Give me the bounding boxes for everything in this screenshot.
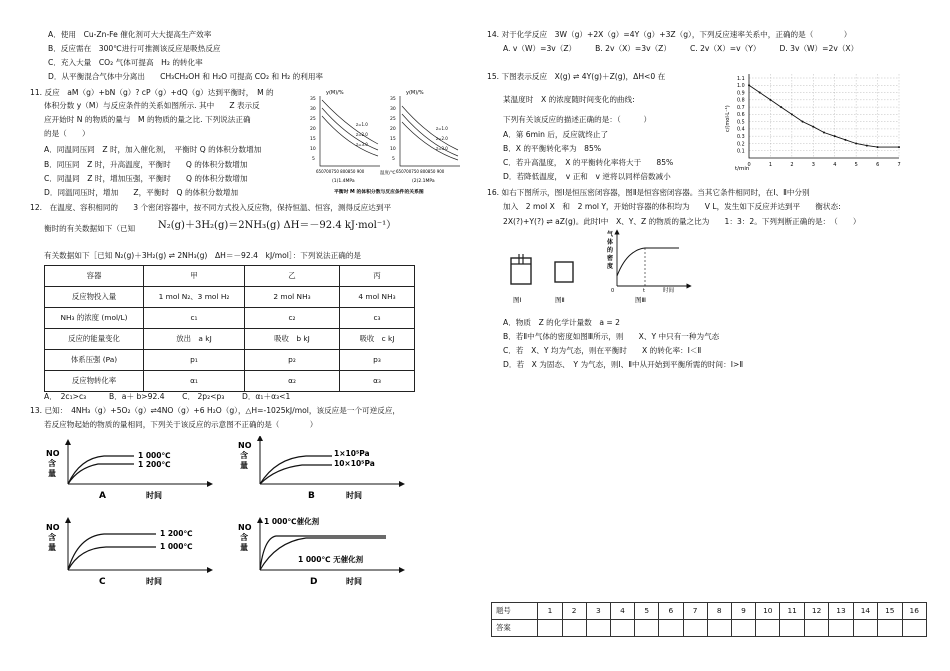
q15-curve (749, 85, 899, 147)
svg-text:30: 30 (310, 107, 316, 112)
q14-stem: 14. 对于化学反应 3W（g）+2X（g）=4Y（g）+3Z（g），下列反应速率关系中，正确的是（ ） (487, 30, 852, 39)
answer-cell[interactable] (683, 620, 707, 637)
q11-yticks-right (390, 96, 396, 162)
answer-cell[interactable] (804, 620, 828, 637)
svg-text:t: t (643, 288, 645, 294)
q11-curve-label: z=1.0 (436, 126, 448, 131)
q11-option-a: A．同温同压同 Z 时，加入催化剂， 平衡时 Q 的体积分数增加 (44, 145, 262, 154)
q15-xtick-label: 2 (790, 162, 794, 168)
svg-text:20: 20 (390, 127, 396, 132)
q15-ytick-label: 0.5 (737, 120, 745, 126)
q15-ytick-label: 1.0 (737, 84, 745, 90)
table-cell: c₁ (144, 308, 245, 329)
q15-xlabel: t/min (735, 166, 750, 172)
q15-ytick-label: 0.8 (737, 98, 745, 104)
q11-xticks-2: 650700750 800850 900 (396, 169, 445, 174)
table-cell: p₁ (144, 350, 245, 371)
svg-text:1 000℃ 无催化剂: 1 000℃ 无催化剂 (298, 555, 364, 564)
svg-text:1 000℃: 1 000℃ (160, 542, 193, 551)
svg-text:气: 气 (607, 231, 614, 238)
svg-text:NO: NO (238, 523, 252, 532)
answer-cell[interactable] (829, 620, 853, 637)
q16-option-d: D．若 X 为固态、 Y 为气态，则Ⅰ、Ⅱ中从开始到平衡所需的时间：Ⅰ>Ⅱ (503, 360, 744, 369)
q10-option-c: C．充入大量 CO₂ 气体可提高 H₂ 的转化率 (48, 58, 203, 67)
q12-stem-2: 衡时的有关数据如下（已知 (44, 224, 136, 233)
svg-text:NO: NO (238, 441, 252, 450)
svg-text:量: 量 (240, 461, 248, 470)
q11-yticks-left (310, 96, 316, 162)
table-row (45, 371, 415, 392)
svg-text:10: 10 (390, 147, 396, 152)
svg-text:时间: 时间 (346, 577, 362, 586)
q13-graph-c (46, 520, 210, 586)
density-figure-3 (607, 230, 689, 304)
svg-text:10×10⁵Pa: 10×10⁵Pa (334, 459, 375, 468)
q15-ytick-label: 0.9 (737, 91, 745, 97)
q15-option-a: A．第 6min 后，反应就终止了 (503, 130, 609, 139)
svg-text:5: 5 (312, 157, 315, 162)
q15-point (780, 106, 782, 108)
q16-option-c: C．若 X、Y 均为气态，则在平衡时 X 的转化率：Ⅰ＜Ⅱ (503, 346, 702, 355)
answer-number-cell: 12 (804, 603, 828, 620)
q11-ylabel-2: y(M)/% (406, 90, 424, 96)
svg-text:C: C (99, 577, 106, 586)
q11-stem-2: 体积分数 y（M）与反应条件的关系如图所示. 其中 Z 表示反 (44, 101, 260, 110)
svg-text:量: 量 (48, 543, 56, 552)
q15-xtick-label: 3 (811, 162, 815, 168)
table-cell: 反应物转化率 (45, 371, 144, 392)
q10-option-b: B．反应需在 300℃进行可推测该反应是吸热反应 (48, 44, 221, 53)
answer-cell[interactable] (853, 620, 877, 637)
svg-text:量: 量 (48, 469, 56, 478)
answer-number-cell: 5 (635, 603, 659, 620)
q11-curve-label: z=2.0 (356, 132, 368, 137)
q15-point (898, 146, 900, 148)
svg-text:25: 25 (390, 117, 396, 122)
answer-cell[interactable] (562, 620, 586, 637)
answer-number-cell: 7 (683, 603, 707, 620)
q12-formula: N₂(g)＋3H₂(g)＝2NH₃(g) ΔH＝－92.4 kJ·mol⁻¹） (158, 220, 397, 231)
svg-text:图Ⅱ: 图Ⅱ (555, 296, 565, 304)
q15-option-b: B．X 的平衡转化率为 85% (503, 144, 602, 153)
q15-xtick-label: 7 (897, 162, 901, 168)
svg-text:NO: NO (46, 449, 60, 458)
answer-cell[interactable] (878, 620, 902, 637)
q15-xtick-label: 6 (876, 162, 880, 168)
svg-text:含: 含 (48, 533, 56, 542)
table-cell: 吸收 b kJ (245, 329, 340, 350)
answer-number-cell: 10 (756, 603, 780, 620)
q15-xtick-label: 1 (768, 162, 773, 168)
q11-caption: 平衡时 M 的体积分数与反应条件的关系图 (334, 190, 424, 195)
q15-point (844, 139, 846, 141)
q11-stem-3: 应开始时 N 的物质的量与 M 的物质的量之比. 下列说法正确 (44, 115, 251, 124)
svg-text:20: 20 (310, 127, 316, 132)
svg-text:35: 35 (310, 97, 316, 102)
q15-option-d: D．若降低温度， v 正和 v 逆将以同样倍数减小 (503, 172, 671, 181)
q11-ylabel-1: y(M)/% (326, 90, 344, 96)
svg-text:35: 35 (390, 97, 396, 102)
q15-point (802, 121, 804, 123)
q11-curve-label: z=1.0 (356, 122, 368, 127)
table-row (45, 350, 415, 371)
svg-text:1 200℃: 1 200℃ (160, 529, 193, 538)
answer-sheet (491, 602, 927, 637)
q12-stem-3: 有关数据如下［已知 N₂(g)＋3H₂(g) ⇌ 2NH₃(g) ΔH＝－92.4 kJ/mol］：下列说法正确的是 (44, 251, 362, 260)
svg-text:A: A (99, 491, 106, 501)
q15-stem-3: 下列有关该反应的描述正确的是：（ ） (503, 115, 652, 124)
answer-cell[interactable] (902, 620, 927, 637)
answer-number-cell: 9 (731, 603, 755, 620)
answer-cell[interactable] (635, 620, 659, 637)
q13-stem-2: 若反应物起始的物质的量相同，下列关于该反应的示意图不正确的是（ ） (44, 420, 318, 429)
svg-text:时间: 时间 (146, 577, 162, 586)
svg-text:含: 含 (240, 451, 248, 460)
q11-option-b: B．同压同 Z 时，升高温度，平衡时 Q 的体积分数增加 (44, 160, 248, 169)
q11-curve (322, 108, 378, 150)
answer-cell[interactable] (707, 620, 731, 637)
table-header-row (45, 266, 415, 287)
table-cell: 体系压强 (Pa) (45, 350, 144, 371)
svg-text:B: B (308, 491, 315, 501)
q15-ytick-label: 0.4 (737, 127, 745, 133)
q15-ytick-label: 0.2 (737, 142, 745, 148)
table-cell: 4 mol NH₃ (340, 287, 415, 308)
q15-point (812, 126, 814, 128)
svg-text:量: 量 (240, 543, 248, 552)
q14-options: A. v（W）=3v（Z） B. 2v（X）=3v（Z） C. 2v（X）=v（Y） D. 3v（W）=2v（X） (503, 44, 859, 53)
q15-point (855, 142, 857, 144)
q11-stem-1: 11. 反应 aM（g）+bN（g）? cP（g）+dQ（g）达到平衡时， M 的 (30, 88, 274, 97)
q15-grid (749, 74, 899, 158)
svg-text:的: 的 (607, 247, 614, 254)
svg-text:度: 度 (607, 263, 614, 270)
table-row (45, 308, 415, 329)
table-cell: 反应物投入量 (45, 287, 144, 308)
svg-text:10: 10 (310, 147, 316, 152)
q16-stem-3: 2X(?)+Y(?) ⇌ aZ(g)。此时Ⅰ中 X、Y、Z 的物质的量之比为 1：3：2。下列判断正确的是： （ ） (503, 217, 861, 226)
q13-graph-b (238, 438, 402, 501)
answer-number-cell: 4 (610, 603, 634, 620)
q15-point (791, 113, 793, 115)
q15-xticks (748, 162, 901, 168)
q15-xtick-label: 4 (833, 162, 837, 168)
q11-sub-2: (2)2.1MPa (412, 179, 435, 184)
q15-ytick-label: 0.7 (737, 105, 745, 111)
table-header-cell: 容器 (45, 266, 144, 287)
container-figure-2 (555, 262, 573, 304)
q15-ytick-label: 0.3 (737, 134, 745, 140)
q16-option-b: B．若Ⅱ中气体的密度如图Ⅲ所示，则 X、Y 中只有一种为气态 (503, 332, 720, 341)
svg-text:D: D (310, 577, 318, 586)
q15-chart (719, 70, 919, 174)
q15-points (748, 84, 900, 148)
q15-point (877, 146, 879, 148)
table-header-cell: 乙 (245, 266, 340, 287)
table-header-cell: 甲 (144, 266, 245, 287)
q10-option-a: A．使用 Cu-Zn-Fe 催化剂可大大提高生产效率 (48, 30, 212, 39)
q11-curve (322, 116, 378, 156)
answer-number-cell: 8 (707, 603, 731, 620)
answer-cell[interactable] (538, 620, 562, 637)
table-cell: α₂ (245, 371, 340, 392)
answer-cell[interactable] (659, 620, 683, 637)
q11-curve-label: z=3.0 (436, 146, 448, 151)
svg-text:时间: 时间 (146, 491, 162, 500)
svg-text:1 000℃: 1 000℃ (138, 451, 171, 460)
q15-yticks (737, 76, 745, 155)
answer-cell[interactable] (586, 620, 610, 637)
q15-point (769, 99, 771, 101)
q10-option-d: D．从平衡混合气体中分离出 CH₃CH₂OH 和 H₂O 可提高 CO₂ 和 H₂ 的利用率 (48, 72, 324, 81)
table-cell: c₃ (340, 308, 415, 329)
q15-ytick-label: 0.1 (737, 149, 745, 155)
answer-number-cell: 15 (878, 603, 902, 620)
table-cell: α₁ (144, 371, 245, 392)
answer-number-cell: 16 (902, 603, 927, 620)
q16-stem-1: 16. 如右下图所示，图Ⅰ是恒压密闭容器，图Ⅱ是恒容密闭容器。当其它条件相同时，在Ⅰ、Ⅱ中分别 (487, 188, 810, 197)
q11-option-d: D．同温同压时，增加 Z，平衡时 Q 的体积分数增加 (44, 188, 239, 197)
answer-cell[interactable] (731, 620, 755, 637)
q11-curve-label: z=3.0 (356, 142, 368, 147)
q15-ytick-label: 0.6 (737, 113, 745, 119)
answer-input-row (492, 620, 927, 637)
table-cell: NH₃ 的浓度 (mol/L) (45, 308, 144, 329)
q11-figure (308, 86, 483, 201)
answer-header-label: 题号 (492, 603, 538, 620)
q12-options: A． 2c₁>c₃ B．a＋ b>92.4 C． 2p₂<p₃ D．α₁＋α₃<1 (44, 392, 291, 401)
table-cell: p₂ (245, 350, 340, 371)
table-row (45, 287, 415, 308)
q15-point (748, 84, 750, 86)
q11-xlabel: 温度/℃ (380, 171, 396, 176)
answer-header-row (492, 603, 927, 620)
q15-ytick-label: 1.1 (737, 76, 745, 82)
table-cell: 反应的能量变化 (45, 329, 144, 350)
q15-stem-1: 15. 下图表示反应 X(g) ⇌ 4Y(g)＋Z(g)，ΔH<0 在 (487, 72, 666, 81)
answer-cell[interactable] (780, 620, 804, 637)
q11-sub-1: (1)1.4MPa (332, 179, 355, 184)
q11-option-c: C．同温同 Z 时，增加压强，平衡时 Q 的体积分数增加 (44, 174, 248, 183)
answer-number-cell: 2 (562, 603, 586, 620)
table-cell: 1 mol N₂、3 mol H₂ (144, 287, 245, 308)
svg-text:时间: 时间 (346, 491, 362, 500)
q12-stem-1: 12. 在温度、容积相同的 3 个密闭容器中，按不同方式投入反应物，保持恒温、恒容，测得反应达到平 (30, 203, 392, 212)
svg-text:5: 5 (392, 157, 395, 162)
q15-point (866, 145, 868, 147)
q11-axes-2 (400, 96, 460, 166)
svg-text:图Ⅰ: 图Ⅰ (513, 296, 522, 304)
q13-graph-a (46, 442, 210, 501)
q16-option-a: A．物质 Z 的化学计量数 a = 2 (503, 318, 621, 327)
svg-text:30: 30 (390, 107, 396, 112)
answer-cell[interactable] (756, 620, 780, 637)
q16-figures (507, 228, 707, 310)
q11-curve (322, 100, 378, 144)
q11-curve (402, 122, 458, 160)
answer-number-cell: 14 (853, 603, 877, 620)
svg-text:25: 25 (310, 117, 316, 122)
container-figure-1 (511, 254, 531, 304)
q15-point (834, 135, 836, 137)
answer-number-cell: 13 (829, 603, 853, 620)
svg-text:图Ⅲ: 图Ⅲ (635, 296, 646, 304)
table-cell: α₃ (340, 371, 415, 392)
answer-number-cell: 6 (659, 603, 683, 620)
svg-text:密: 密 (607, 255, 614, 262)
svg-text:0: 0 (611, 288, 615, 294)
q11-xticks-1: 650700750 800850 900 (316, 169, 365, 174)
q11-curve (402, 106, 458, 150)
answer-number-cell: 3 (586, 603, 610, 620)
q11-curve (402, 114, 458, 156)
table-cell: p₃ (340, 350, 415, 371)
q13-graph-d (238, 516, 402, 586)
q11-curve-label: z=2.0 (436, 136, 448, 141)
table-cell: c₂ (245, 308, 340, 329)
svg-text:1 200℃: 1 200℃ (138, 460, 171, 469)
q15-point (823, 132, 825, 134)
q11-stem-4: 的是（ ） (44, 129, 90, 138)
table-header-cell: 丙 (340, 266, 415, 287)
svg-text:1×10⁵Pa: 1×10⁵Pa (334, 449, 370, 458)
svg-text:体: 体 (607, 239, 614, 246)
q16-stem-2: 加入 2 mol X 和 2 mol Y，开始时容器的体积均为 V L，发生如下反应并达到平 衡状态: (503, 202, 841, 211)
q15-option-c: C．若升高温度， X 的平衡转化率将大于 85% (503, 158, 674, 167)
q15-axes (749, 74, 899, 158)
answer-number-cell: 11 (780, 603, 804, 620)
svg-text:NO: NO (46, 523, 60, 532)
q15-xtick-label: 5 (854, 162, 858, 168)
q15-point (759, 92, 761, 94)
table-cell: 吸收 c kJ (340, 329, 415, 350)
answer-cell[interactable] (610, 620, 634, 637)
q15-ylabel: c/(mol·L⁻¹) (725, 105, 731, 132)
svg-text:含: 含 (48, 459, 56, 468)
svg-text:15: 15 (390, 137, 396, 142)
svg-text:15: 15 (310, 137, 316, 142)
svg-text:时间: 时间 (663, 288, 675, 294)
answer-number-cell: 1 (538, 603, 562, 620)
table-cell: 放出 a kJ (144, 329, 245, 350)
q13-figures (44, 436, 444, 586)
table-row (45, 329, 415, 350)
q15-xtick-label: 0 (747, 162, 751, 168)
table-cell: 2 mol NH₃ (245, 287, 340, 308)
q11-axes-1 (320, 96, 380, 166)
q12-data-table (44, 265, 415, 392)
svg-text:1 000℃催化剂: 1 000℃催化剂 (264, 517, 320, 526)
answer-row-label: 答案 (492, 620, 538, 637)
q13-stem-1: 13. 已知： 4NH₃（g）+5O₂（g）⇌4NO（g）+6 H₂O（g），△H=-1025kJ/mol，该反应是一个可逆反应， (30, 406, 401, 415)
q15-stem-2: 某温度时 X 的浓度随时间变化的曲线: (503, 95, 635, 104)
svg-text:含: 含 (240, 533, 248, 542)
